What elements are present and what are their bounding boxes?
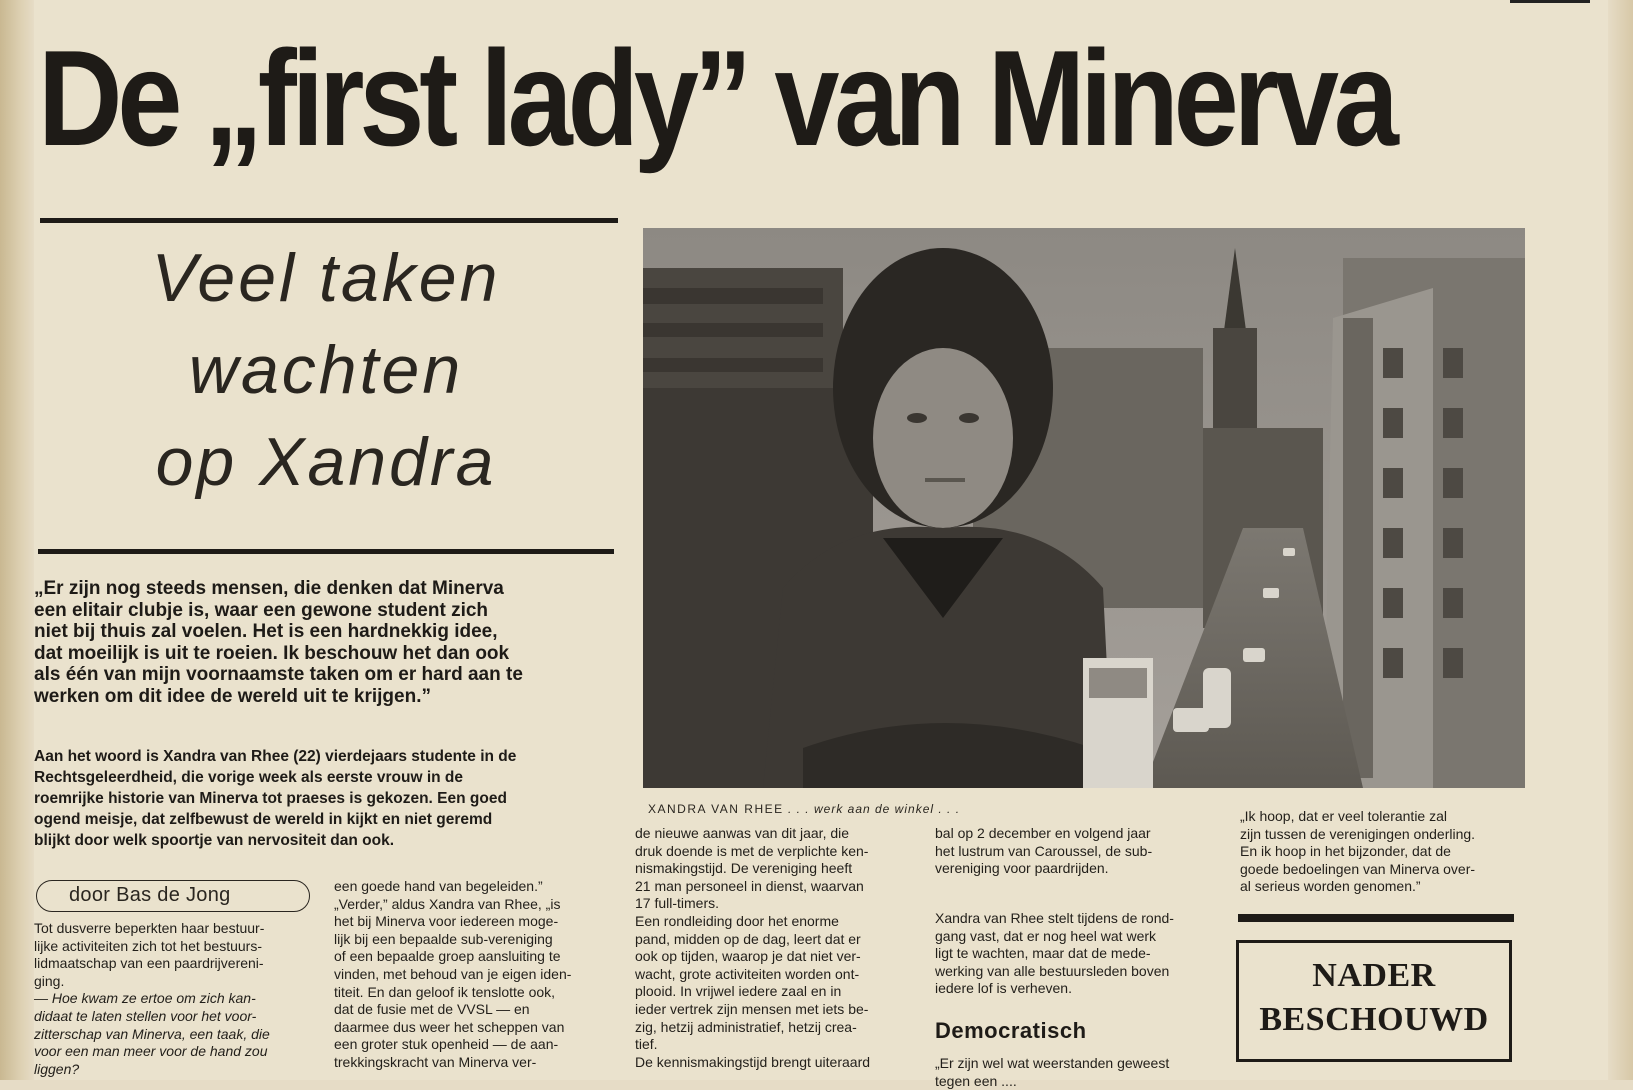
column-line: goede bedoelingen van Minerva over- bbox=[1240, 860, 1476, 877]
column-line: of een bepaalde groep aansluiting te bbox=[334, 948, 561, 965]
column-line: lijke activiteiten zich tot het bestuurs- bbox=[34, 937, 262, 954]
column-4b bbox=[935, 910, 1225, 998]
subhead-rule-top bbox=[40, 218, 618, 223]
column-line: gang vast, dat er nog heel wat werk bbox=[935, 927, 1157, 944]
column-line: ieder vertrek zijn mensen met iets be- bbox=[635, 1000, 869, 1017]
column-line: werking van alle bestuursleden boven bbox=[935, 962, 1170, 979]
intro-quote bbox=[34, 578, 604, 707]
column-line: „Ik hoop, dat er veel tolerantie zal bbox=[1240, 808, 1448, 824]
column-line: de nieuwe aanwas van dit jaar, die bbox=[635, 825, 850, 841]
column-line: voor een man meer voor de hand zou bbox=[34, 1043, 268, 1060]
column-line: al serieus worden genomen.” bbox=[1240, 878, 1421, 895]
column-line: titeit. En dan geloof ik tenslotte ook, bbox=[334, 983, 556, 1000]
photo-caption bbox=[648, 802, 960, 816]
column-line: 17 full-timers. bbox=[635, 895, 720, 912]
caption-name: XANDRA VAN RHEE bbox=[648, 802, 784, 816]
column-line: nismakingstijd. De vereniging heeft bbox=[635, 860, 853, 877]
column-line: „Verder,” aldus Xandra van Rhee, „is bbox=[334, 895, 561, 912]
byline bbox=[36, 880, 310, 912]
column-line: zitterschap van Minerva, een taak, die bbox=[34, 1025, 270, 1042]
lead-paragraph bbox=[34, 746, 604, 851]
column-line: plooid. In vrijwel iedere zaal en in bbox=[635, 983, 842, 1000]
intro-line: een elitair clubje is, waar een gewone student zich bbox=[34, 599, 489, 621]
column-line: dat de fusie met de VVSL — en bbox=[334, 1001, 530, 1018]
column-line: iedere lof is verheven. bbox=[935, 980, 1072, 997]
subhead bbox=[40, 232, 612, 508]
intro-line: werken om dit idee de wereld uit te krijgen.” bbox=[34, 685, 431, 707]
column-line: zijn tussen de verenigingen onderling. bbox=[1240, 825, 1476, 842]
column-line: het lustrum van Caroussel, de sub- bbox=[935, 842, 1153, 859]
column-4c bbox=[935, 1055, 1225, 1090]
column-line: lijk bij een bepaalde sub-vereniging bbox=[334, 930, 553, 947]
page-gutter-right bbox=[1608, 0, 1633, 1080]
subhead-rule-bottom bbox=[38, 549, 614, 554]
intro-line: niet bij thuis zal voelen. Het is een hardnekkig idee, bbox=[34, 621, 498, 642]
column-line: ligt te wachten, maar dat de mede- bbox=[935, 945, 1151, 962]
lead-line: roemrijke historie van Minerva tot praeses is gekozen. Een goed bbox=[34, 790, 507, 807]
column-line: lidmaatschap van een paardrijvereni- bbox=[34, 955, 264, 972]
lead-line: Aan het woord is Xandra van Rhee (22) vierdejaars studente in de bbox=[34, 748, 517, 765]
column-line: „Er zijn wel wat weerstanden geweest bbox=[935, 1055, 1170, 1071]
subhead-line: op Xandra bbox=[155, 424, 497, 500]
column-line: trekkingskracht van Minerva ver- bbox=[334, 1053, 537, 1070]
photo-portrait-city-street-icon bbox=[643, 228, 1525, 788]
badge-rule bbox=[1238, 914, 1514, 922]
subhead-line: Veel taken bbox=[151, 240, 501, 316]
column-line: pand, midden op de dag, leert dat er bbox=[635, 930, 861, 947]
column-4a bbox=[935, 825, 1225, 878]
column-line: vinden, met behoud van je eigen iden- bbox=[334, 965, 572, 982]
top-rule bbox=[1510, 0, 1590, 3]
lead-line: ogend meisje, dat zelfbewust de wereld in kijkt en niet geremd bbox=[34, 811, 493, 828]
lead-line: Rechtsgeleerdheid, die vorige week als eerste vrouw in de bbox=[34, 769, 463, 786]
column-line: ging. bbox=[34, 972, 65, 989]
column-line: liggen? bbox=[34, 1060, 80, 1077]
nader-beschouwd-badge bbox=[1236, 940, 1512, 1062]
column-line: En ik hoop in het bijzonder, dat de bbox=[1240, 843, 1451, 860]
column-line: didaat te laten stellen voor het voor- bbox=[34, 1007, 257, 1024]
intro-line: dat moeilijk is uit te roeien. Ik beschouw het dan ook bbox=[34, 642, 510, 664]
lead-line: blijkt door welk spoortje van nervositeit dan ook. bbox=[34, 832, 395, 849]
badge-line: BESCHOUWD bbox=[1259, 1001, 1489, 1038]
column-2 bbox=[334, 878, 614, 1072]
column-line: zig, hetzij administratief, hetzij crea- bbox=[635, 1018, 857, 1035]
column-line: een goede hand van begeleiden.” bbox=[334, 878, 543, 894]
column-line: tief. bbox=[635, 1036, 658, 1053]
column-line: bal op 2 december en volgend jaar bbox=[935, 825, 1151, 841]
column-line: — Hoe kwam ze ertoe om zich kan- bbox=[34, 990, 256, 1007]
column-line: vereniging voor paardrijden. bbox=[935, 860, 1109, 877]
intro-line: als één van mijn voornaamste taken om er hard aan te bbox=[34, 664, 523, 685]
column-line: druk doende is met de verplichte ken- bbox=[635, 842, 869, 859]
column-line: Tot dusverre beperkten haar bestuur- bbox=[34, 920, 265, 936]
section-heading: Democratisch bbox=[935, 1018, 1087, 1043]
column-line: daarmee dus weer het scheppen van bbox=[334, 1018, 565, 1035]
page-gutter-left bbox=[0, 0, 34, 1080]
column-1 bbox=[34, 920, 304, 1078]
subhead-line: wachten bbox=[188, 332, 464, 408]
column-5 bbox=[1240, 808, 1540, 896]
headline: De „first lady” van Minerva bbox=[38, 22, 1394, 174]
column-line: wacht, grote activiteiten worden ont- bbox=[635, 965, 860, 982]
column-line: een groter stuk openheid — de aan- bbox=[334, 1036, 559, 1053]
intro-line: „Er zijn nog steeds mensen, die denken dat Minerva bbox=[34, 578, 504, 599]
column-line: ook op tijden, waarop je dat niet ver- bbox=[635, 948, 861, 965]
column-line: tegen een .... bbox=[935, 1072, 1017, 1089]
caption-tail: . . . werk aan de winkel . . . bbox=[783, 802, 961, 816]
column-line: De kennismakingstijd brengt uiteraard bbox=[635, 1053, 871, 1070]
column-line: Xandra van Rhee stelt tijdens de rond- bbox=[935, 910, 1174, 926]
column-line: 21 man personeel in dienst, waarvan bbox=[635, 877, 864, 894]
byline-text: door Bas de Jong bbox=[69, 884, 231, 906]
portrait-photo bbox=[643, 228, 1525, 788]
column-line: het bij Minerva voor iedereen moge- bbox=[334, 913, 559, 930]
badge-line: NADER bbox=[1312, 957, 1436, 994]
column-3 bbox=[635, 825, 915, 1071]
column-line: Een rondleiding door het enorme bbox=[635, 912, 839, 929]
